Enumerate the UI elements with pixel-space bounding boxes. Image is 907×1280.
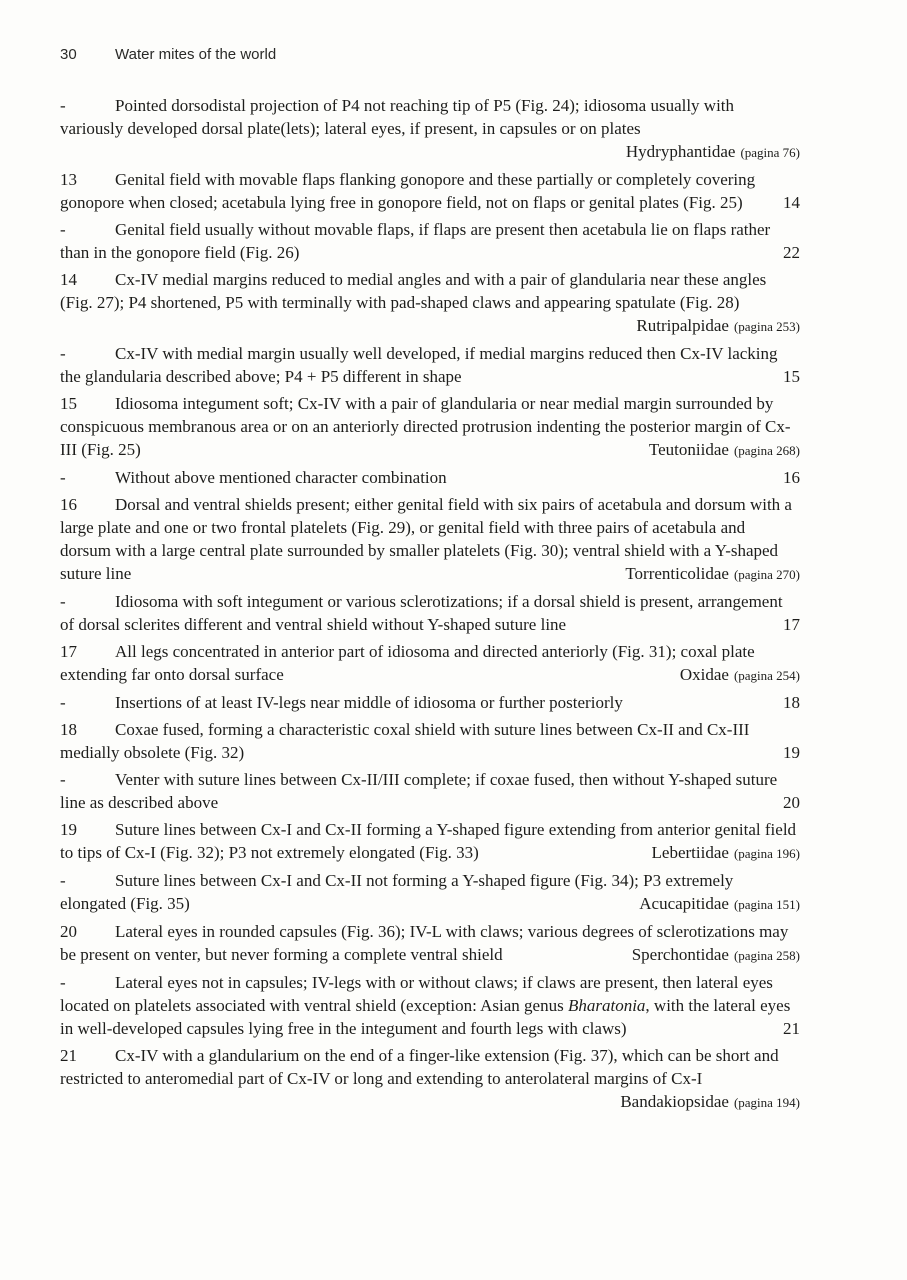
key-entry [60,168,800,214]
page-number: 30 [60,46,77,63]
entry-marker: - [60,220,66,239]
entry-text: Insertions of at least IV-legs near middle of idiosoma or further posteriorly [115,693,623,712]
family-name: Sperchontidae [631,945,729,964]
key-entry [60,218,800,264]
key-entry [60,691,800,714]
taxon-reference [606,1090,800,1114]
key-entry [60,971,800,1040]
page-reference: (pagina 196) [733,846,800,861]
entry-text: Lateral eyes in rounded capsules (Fig. 36); IV-L with claws; various degrees of sclerotizations may be present on venter, but never forming a complete ventral shield [60,922,789,964]
key-list [60,94,800,1114]
couplet-reference: 22 [783,243,800,262]
taxon-reference [635,438,800,462]
entry-marker: 16 [60,495,77,514]
taxon-reference [625,892,800,916]
couplet-reference: 16 [783,468,800,487]
entry-marker: - [60,871,66,890]
couplet-reference: 19 [783,743,800,762]
genus-name-italic: Bharatonia [567,996,646,1015]
key-entry [60,590,800,636]
family-name: Teutoniidae [648,440,729,459]
entry-text: Pointed dorsodistal projection of P4 not reaching tip of P5 (Fig. 24); idiosoma usually with variously developed dorsal plate(lets); lateral eyes, if present, in capsules or on plates [60,96,735,138]
entry-marker: 14 [60,270,77,289]
entry-text: Suture lines between Cx-I and Cx-II not forming a Y-shaped figure (Fig. 34); P3 extremely elongated (Fig. 35) [60,871,734,913]
entry-text: Cx-IV medial margins reduced to medial angles and with a pair of glandularia near these angles (Fig. 27); P4 shortened, P5 with terminally with pad-shaped claws and appearing spatulate (Fig. 28) [60,270,767,312]
entry-text: All legs concentrated in anterior part of idiosoma and directed anteriorly (Fig. 31); coxal plate extending far onto dorsal surface [60,642,755,684]
family-name: Rutripalpidae [636,316,729,335]
page-reference: (pagina 270) [733,567,800,582]
entry-text: Idiosoma integument soft; Cx-IV with a pair of glandularia or near medial margin surrounded by conspicuous membranous area or on an anteriorly directed protrusion indenting the posterior margin of Cx-III (Fig. 25) [60,394,791,459]
entry-text: Coxae fused, forming a characteristic coxal shield with suture lines between Cx-II and Cx-III medially obsolete (Fig. 32) [60,720,750,762]
entry-marker: 21 [60,1046,77,1065]
taxon-reference [638,841,800,865]
key-entry [60,818,800,865]
entry-marker: 15 [60,394,77,413]
entry-text: Suture lines between Cx-I and Cx-II forming a Y-shaped figure extending from anterior genital field to tips of Cx-I (Fig. 32); P3 not extremely elongated (Fig. 33) [60,820,797,862]
page-reference: (pagina 253) [733,319,800,334]
taxon-reference [666,663,800,687]
page-reference: (pagina 76) [740,145,800,160]
page-reference: (pagina 258) [733,948,800,963]
taxon-reference [618,943,800,967]
key-entry [60,920,800,967]
family-name: Torrenticolidae [625,564,729,583]
key-entry [60,718,800,764]
running-header [60,46,800,64]
entry-text: Idiosoma with soft integument or various sclerotizations; if a dorsal shield is present, arrangement of dorsal sclerites different and ventral shield without Y-shaped suture line [60,592,783,634]
entry-marker: - [60,973,66,992]
running-title: Water mites of the world [115,46,277,63]
family-name: Bandakiopsidae [620,1092,729,1111]
page-reference: (pagina 254) [733,668,800,683]
entry-marker: 20 [60,922,77,941]
key-entry [60,640,800,687]
entry-marker: - [60,592,66,611]
key-entry [60,869,800,916]
entry-text: Dorsal and ventral shields present; either genital field with six pairs of acetabula and dorsum with a large plate and one or two frontal platelets (Fig. 29), or genital field with three pairs of acetabula and dorsum with a large central plate surrounded by smaller platelets (Fig. 30); ventral shield with a Y-shaped suture line [60,495,792,583]
entry-marker: - [60,344,66,363]
page-reference: (pagina 268) [733,443,800,458]
entry-text: Venter with suture lines between Cx-II/III complete; if coxae fused, then without Y-shaped suture line as described above [60,770,778,812]
key-entry [60,94,800,164]
entry-marker: 13 [60,170,77,189]
entry-marker: - [60,770,66,789]
family-name: Oxidae [679,665,729,684]
entry-marker: 18 [60,720,77,739]
entry-text: Cx-IV with medial margin usually well developed, if medial margins reduced then Cx-IV lacking the glandularia described above; P4 + P5 different in shape [60,344,778,386]
entry-marker: 17 [60,642,77,661]
family-name: Hydryphantidae [625,142,736,161]
key-entry [60,392,800,462]
entry-marker: - [60,468,66,487]
couplet-reference: 15 [783,367,800,386]
couplet-reference: 21 [783,1019,800,1038]
key-entry [60,493,800,586]
entry-text: Cx-IV with a glandularium on the end of a finger-like extension (Fig. 37), which can be short and restricted to anteromedial part of Cx-IV or long and extending to anterolateral margins of Cx-I [60,1046,779,1088]
entry-marker: - [60,96,66,115]
taxon-reference [611,562,800,586]
family-name: Acucapitidae [639,894,729,913]
page-reference: (pagina 194) [733,1095,800,1110]
page-reference: (pagina 151) [733,897,800,912]
couplet-reference: 14 [783,193,800,212]
key-entry [60,768,800,814]
key-entry [60,342,800,388]
entry-marker: - [60,693,66,712]
taxon-reference [612,140,800,164]
family-name: Lebertiidae [651,843,729,862]
couplet-reference: 18 [783,693,800,712]
entry-marker: 19 [60,820,77,839]
key-entry [60,268,800,338]
entry-text: Lateral eyes not in capsules; IV-legs with or without claws; if claws are present, then lateral eyes located on platelets associated with ventral shield (exception: Asian genus Bharatonia, with the lateral eyes in well-developed capsules lying free in the integument and fourth legs with claws) [60,973,791,1038]
entry-text: Genital field with movable flaps flanking gonopore and these partially or completely covering gonopore when closed; acetabula lying free in gonopore field, not on flaps or genital plates (Fig. 25) [60,170,756,212]
couplet-reference: 17 [783,615,800,634]
taxon-reference [622,314,800,338]
couplet-reference: 20 [783,793,800,812]
key-entry [60,1044,800,1114]
entry-text: Genital field usually without movable flaps, if flaps are present then acetabula lie on flaps rather than in the gonopore field (Fig. 26) [60,220,771,262]
entry-text: Without above mentioned character combination [115,468,447,487]
key-entry [60,466,800,489]
